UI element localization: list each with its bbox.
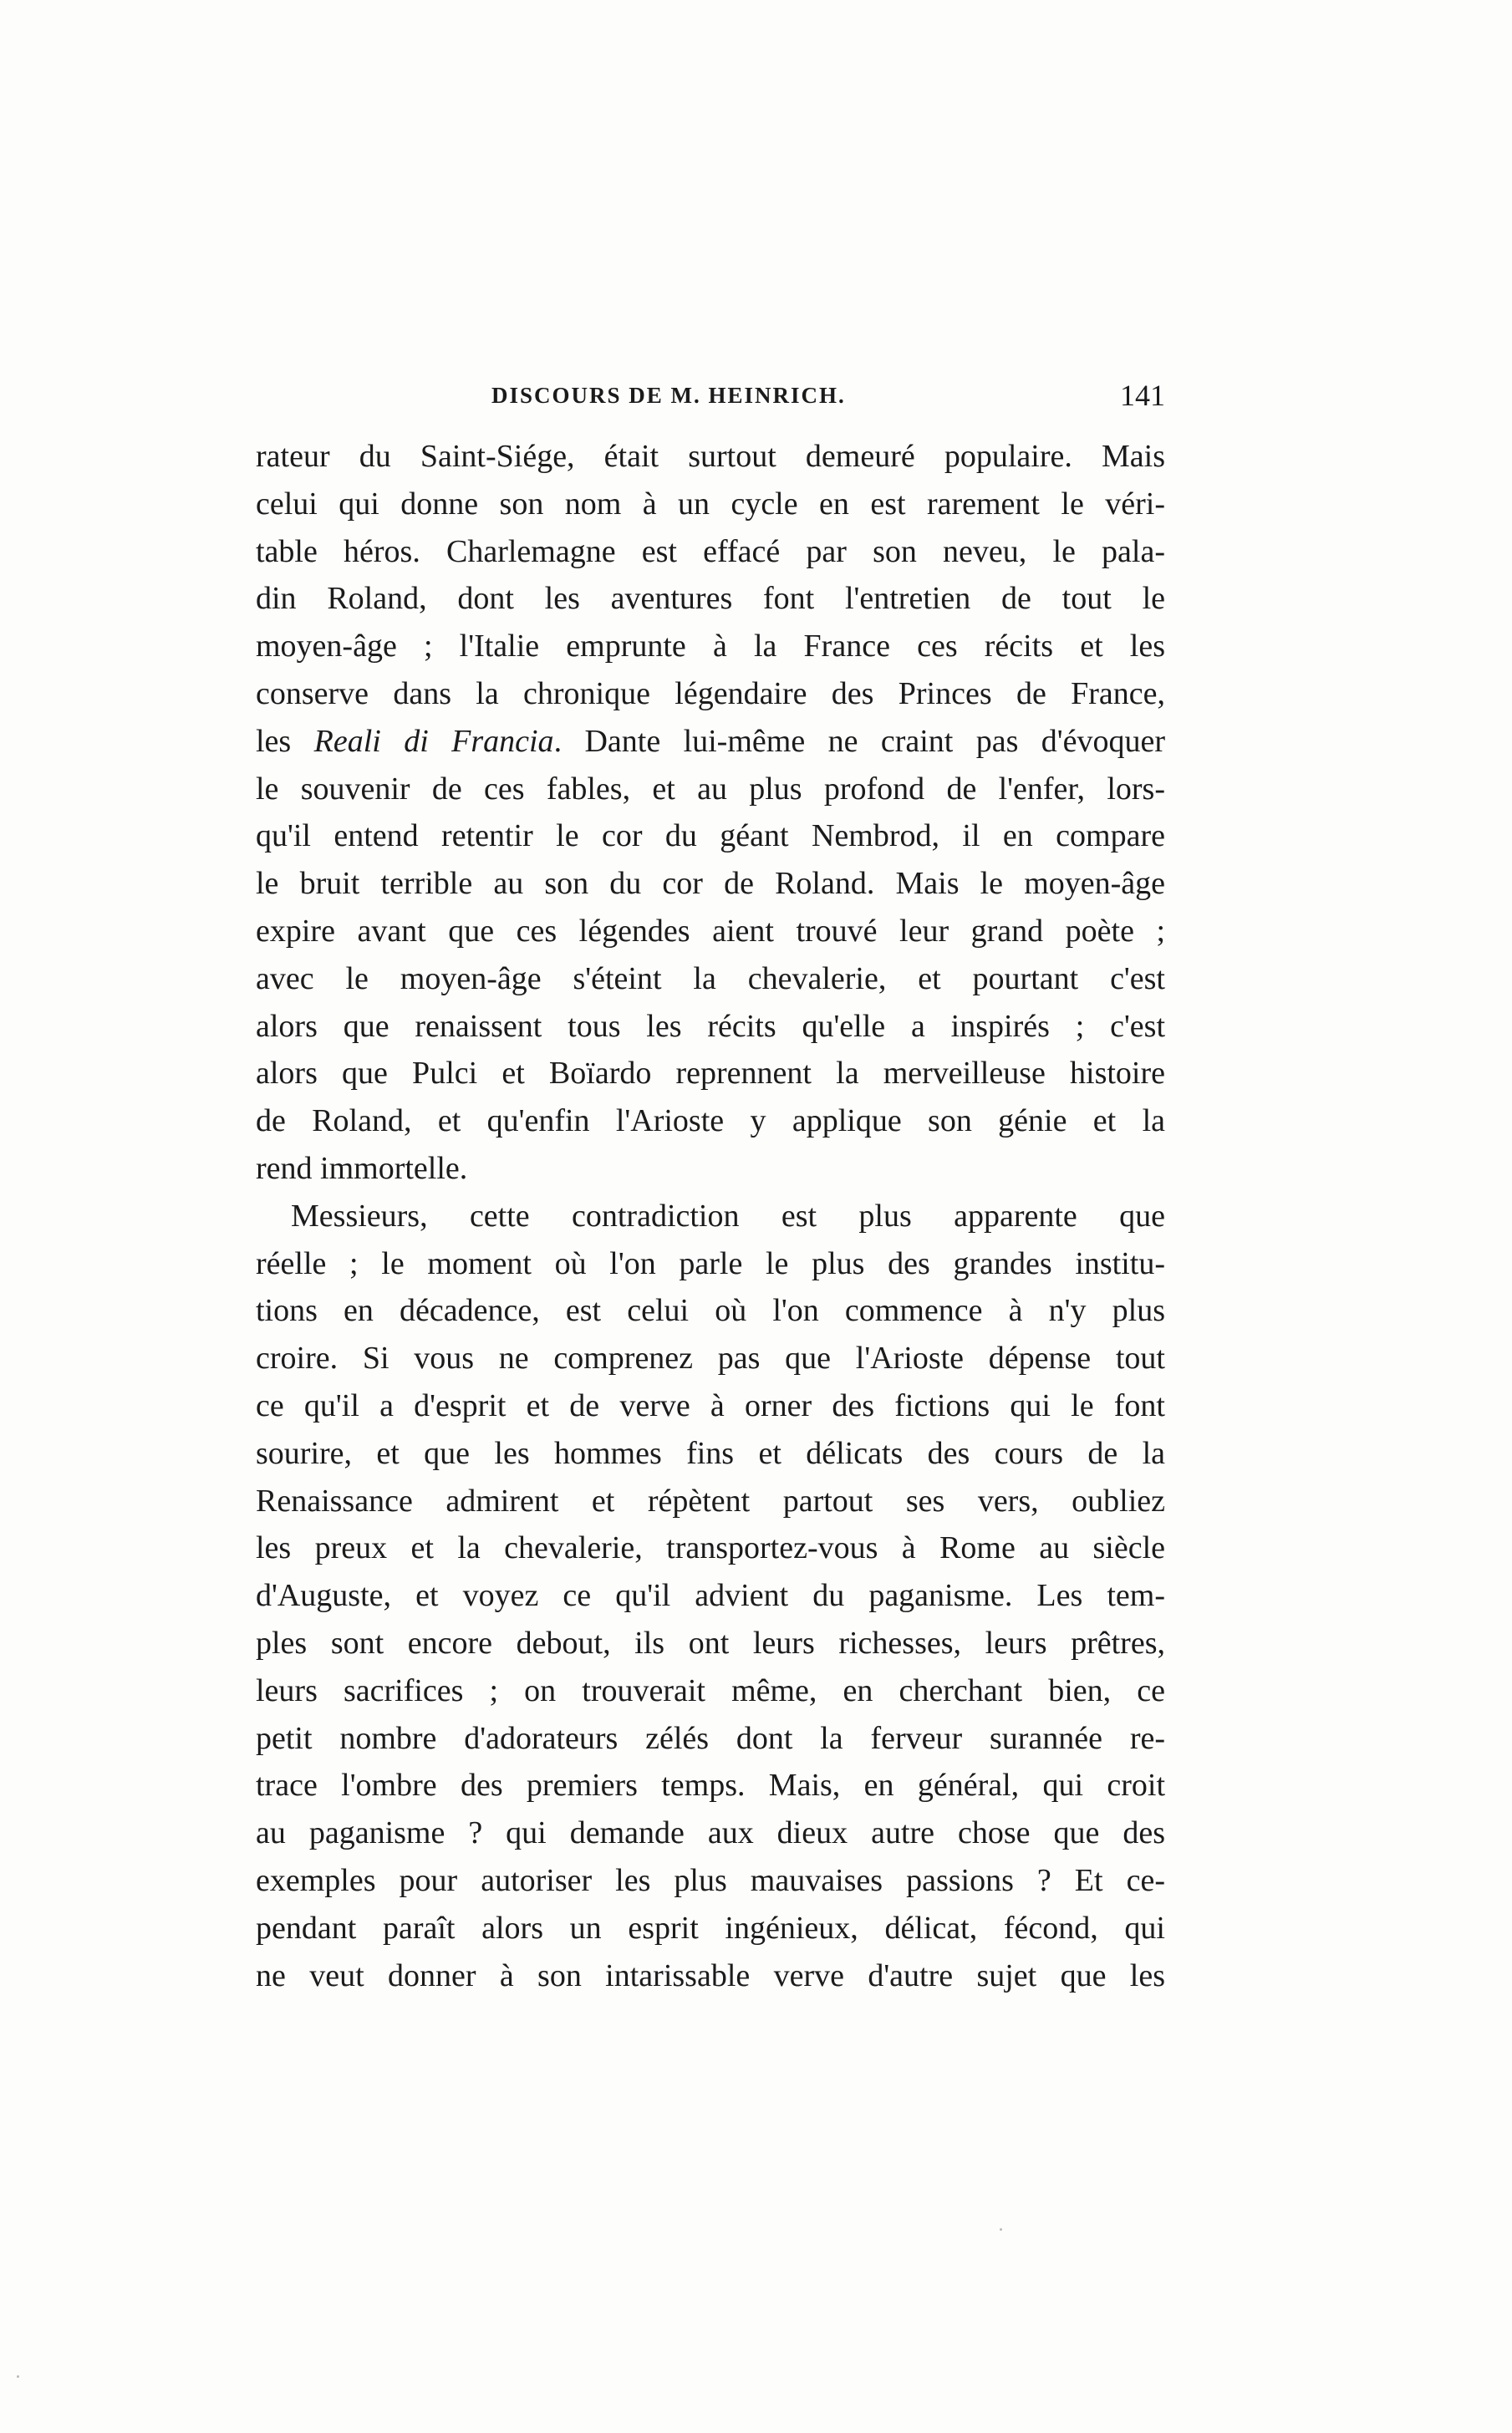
text-line: alors que Pulci et Boïardo reprennent la merveilleuse histoire <box>256 1056 1165 1092</box>
body-text <box>256 433 1165 1999</box>
running-head <box>256 378 1165 421</box>
text-line: croire. Si vous ne comprenez pas que l'Arioste dépense tout <box>256 1341 1165 1377</box>
text-line: trace l'ombre des premiers temps. Mais, en général, qui croit <box>256 1768 1165 1804</box>
italic-title: Reali di Francia <box>313 723 554 759</box>
text-line: avec le moyen-âge s'éteint la chevalerie, et pourtant c'est <box>256 960 1165 996</box>
paper-speck <box>1000 2228 1002 2231</box>
text-line: petit nombre d'adorateurs zélés dont la ferveur surannée re- <box>256 1720 1165 1756</box>
text-line: les preux et la chevalerie, transportez-vous à Rome au siècle <box>256 1530 1165 1566</box>
page-number: 141 <box>1120 379 1165 412</box>
text-line: expire avant que ces légendes aient trouvé leur grand poète ; <box>256 913 1165 949</box>
running-title: DISCOURS DE M. HEINRICH. <box>491 383 846 408</box>
text-line: exemples pour autoriser les plus mauvaises passions ? Et ce- <box>256 1862 1165 1898</box>
text-line: tions en décadence, est celui où l'on commence à n'y plus <box>256 1293 1165 1329</box>
text-line: celui qui donne son nom à un cycle en est rarement le véri- <box>256 486 1165 522</box>
text-line: le souvenir de ces fables, et au plus profond de l'enfer, lors- <box>256 771 1165 807</box>
text-line: conserve dans la chronique légendaire des Princes de France, <box>256 675 1165 711</box>
text-line: ples sont encore debout, ils ont leurs richesses, leurs prêtres, <box>256 1625 1165 1661</box>
text-line: de Roland, et qu'enfin l'Arioste y applique son génie et la <box>256 1103 1165 1139</box>
paper-speck <box>17 2375 19 2378</box>
text-line: alors que renaissent tous les récits qu'elle a inspirés ; c'est <box>256 1008 1165 1044</box>
text-line: le bruit terrible au son du cor de Roland. Mais le moyen-âge <box>256 866 1165 902</box>
text-line: pendant paraît alors un esprit ingénieux, délicat, fécond, qui <box>256 1910 1165 1946</box>
text-line: ce qu'il a d'esprit et de verve à orner des fictions qui le font <box>256 1387 1165 1423</box>
text-line: réelle ; le moment où l'on parle le plus des grandes institu- <box>256 1245 1165 1281</box>
text-fragment: . Dante lui-même ne craint pas d'évoquer <box>553 723 1165 759</box>
text-line <box>256 718 1165 766</box>
text-line: qu'il entend retentir le cor du géant Nembrod, il en compare <box>256 818 1165 854</box>
text-line: d'Auguste, et voyez ce qu'il advient du paganisme. Les tem- <box>256 1578 1165 1614</box>
text-line: din Roland, dont les aventures font l'entretien de tout le <box>256 581 1165 617</box>
text-line: Messieurs, cette contradiction est plus apparente que <box>291 1198 1165 1234</box>
text-line: leurs sacrifices ; on trouverait même, en cherchant bien, ce <box>256 1672 1165 1708</box>
text-line: sourire, et que les hommes fins et délicats des cours de la <box>256 1435 1165 1471</box>
text-line: rend immortelle. <box>256 1150 468 1186</box>
text-line: rateur du Saint-Siége, était surtout demeuré populaire. Mais <box>256 439 1165 474</box>
text-line: moyen-âge ; l'Italie emprunte à la France ces récits et les <box>256 629 1165 664</box>
text-fragment: les <box>256 723 314 759</box>
text-line: ne veut donner à son intarissable verve d'autre sujet que les <box>256 1957 1165 1993</box>
text-line: au paganisme ? qui demande aux dieux autre chose que des <box>256 1815 1165 1851</box>
text-line: table héros. Charlemagne est effacé par son neveu, le pala- <box>256 533 1165 569</box>
text-line: Renaissance admirent et répètent partout ses vers, oubliez <box>256 1483 1165 1519</box>
